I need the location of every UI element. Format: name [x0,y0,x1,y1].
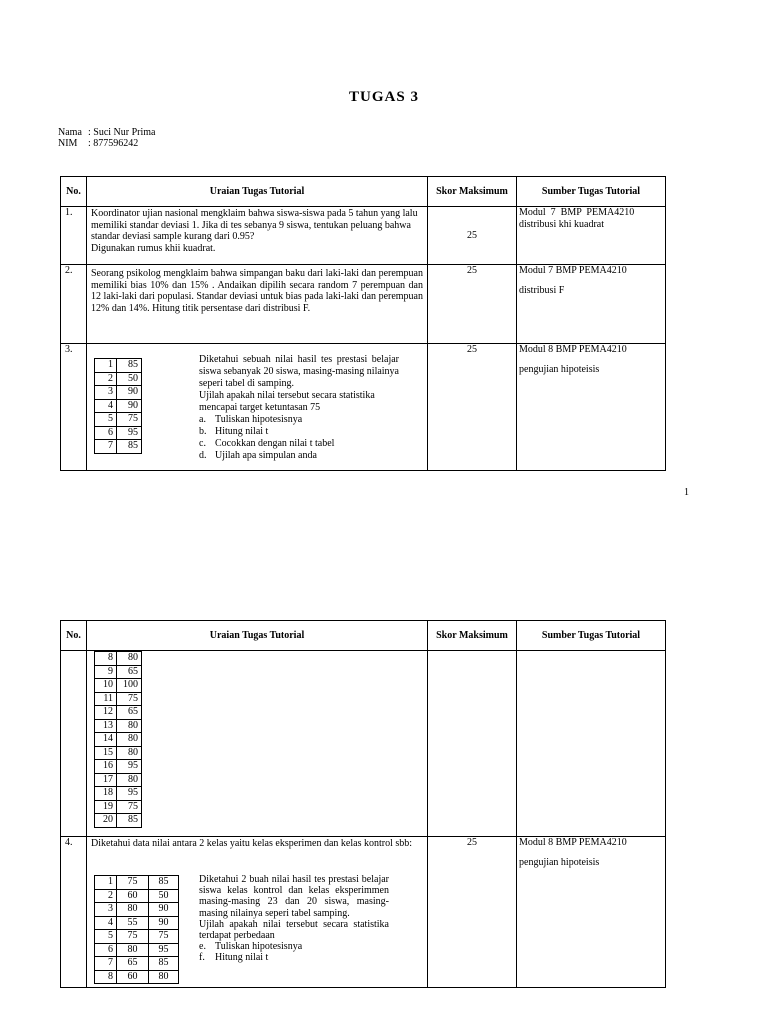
table-cell: 9 [95,665,117,679]
q3-source [517,344,666,471]
table-cell: 80 [117,943,149,957]
table-cell: 75 [117,692,142,706]
page-number: 1 [684,487,689,498]
table-cell: 75 [149,930,179,944]
q4-source [517,837,666,988]
table-cell: 5 [95,930,117,944]
table-header-row [61,621,666,651]
table-cell: 50 [149,889,179,903]
q2-description: Seorang psikolog mengklaim bahwa simpangan baku dari laki-laki dan perempuan memiliki bias 10% dan 15% . Andaikan dipilih secara random 7 perempuan dan 12 laki-laki dari populasi. Standar deviasi untuk bias pada laki-laki dan perempuan 12% dan 14%. Hitung titik persentase dari distribusi F. [87,265,428,344]
table-row [95,426,142,440]
q1-description [87,207,428,265]
table-cell: 65 [117,665,142,679]
list-item: e. Tuliskan hipotesisnya [199,941,303,953]
table-row [95,773,142,787]
q4-description [87,837,428,988]
table-cell: 1 [95,359,117,373]
q3-data-table [94,358,142,454]
table-row [95,733,142,747]
name-value: : Suci Nur Prima [88,127,156,138]
table-row-q3-continued [61,651,666,837]
table-cell: 13 [95,719,117,733]
q4-text2: Ujilah apakah nilai tersebut secara statistika terdapat perbedaan [199,918,389,942]
q2-source-topic: distribusi F [519,284,565,296]
table-cell: 85 [117,814,142,828]
table-row-q1 [61,207,666,265]
q3-text: Diketahui sebuah nilai hasil tes prestasi belajar siswa sebanyak 20 siswa, masing-masing nilainya seperi tabel di samping. [199,354,399,389]
nim-value: : 877596242 [88,138,139,149]
q1-source-module: Modul 7 BMP PEMA4210 [519,207,635,218]
table-row [95,746,142,760]
header-src: Sumber Tugas Tutorial [517,177,666,207]
table-cell: 80 [117,733,142,747]
table-cell: 15 [95,746,117,760]
list-item: a. Tuliskan hipotesisnya [199,414,303,425]
table-row [95,957,179,971]
q4-subtasks [199,941,389,963]
table-cell: 80 [117,719,142,733]
table-cell: 18 [95,787,117,801]
table-cell: 80 [117,746,142,760]
table-row [95,814,142,828]
table-cell: 95 [149,943,179,957]
task-table-page2 [60,620,666,988]
table-row [95,889,179,903]
table-cell: 3 [95,386,117,400]
table-cell: 2 [95,372,117,386]
table-row [95,652,142,666]
q4-score: 25 [428,837,517,988]
task-table-page1 [60,176,666,471]
student-nim-line [58,138,138,149]
table-row-q3 [61,344,666,471]
q1-source-topic: distribusi khi kuadrat [519,218,604,230]
table-cell: 16 [95,760,117,774]
q3-instructions [199,354,399,462]
table-cell: 8 [95,970,117,984]
table-row [95,692,142,706]
table-row [95,399,142,413]
list-item: c. Cocokkan dengan nilai t tabel [199,438,335,449]
table-cell: 11 [95,692,117,706]
table-cell: 100 [117,679,142,693]
table-cell: 90 [117,399,142,413]
student-name-line [58,127,156,138]
table-cell: 90 [149,916,179,930]
q1-text: Koordinator ujian nasional mengklaim bahwa siswa-siswa pada 5 tahun yang lalu memiliki standar deviasi 1. Jika di tes sebanya 9 siswa, tentukan peluang bahwa standar deviasi sample kurang dari 0.95? [91,208,418,242]
table-cell: 6 [95,426,117,440]
table-row-q2 [61,265,666,344]
q4-source-module: Modul 8 BMP PEMA4210 [519,837,627,848]
q1-source [517,207,666,265]
table-row [95,359,142,373]
table-row [95,916,179,930]
table-row [95,903,179,917]
table-cell: 5 [95,413,117,427]
q1-text2: Digunakan rumus khii kuadrat. [91,242,216,254]
table-cell: 20 [95,814,117,828]
list-item: d. Ujilah apa simpulan anda [199,450,317,461]
table-cell: 90 [149,903,179,917]
table-cell: 19 [95,800,117,814]
table-cell: 85 [117,440,142,454]
table-cell: 65 [117,706,142,720]
table-cell: 75 [117,413,142,427]
table-cell: 90 [117,386,142,400]
header-desc: Uraian Tugas Tutorial [87,177,428,207]
table-row [95,440,142,454]
table-cell: 85 [117,359,142,373]
name-label: Nama [58,127,82,138]
table-cell: 8 [95,652,117,666]
table-row [95,413,142,427]
q2-source [517,265,666,344]
table-header-row [61,177,666,207]
table-cell: 75 [117,876,149,890]
table-cell: 4 [95,399,117,413]
q3-score: 25 [428,344,517,471]
table-cell: 95 [117,760,142,774]
table-cell: 80 [117,903,149,917]
table-cell: 85 [149,957,179,971]
q1-score: 25 [428,207,517,265]
table-row [95,386,142,400]
table-row [95,787,142,801]
table-cell: 95 [117,787,142,801]
table-cell: 50 [117,372,142,386]
table-row [95,876,179,890]
header-skor: Skor Maksimum [428,621,517,651]
q3-continued [87,651,428,837]
header-no: No. [61,177,87,207]
q2-source-module: Modul 7 BMP PEMA4210 [519,265,627,276]
table-row [95,719,142,733]
q3-subtasks [199,414,399,462]
header-no: No. [61,621,87,651]
q3-source-module: Modul 8 BMP PEMA4210 [519,344,627,355]
header-desc: Uraian Tugas Tutorial [87,621,428,651]
q3-number: 3. [61,344,87,471]
page-title: TUGAS 3 [349,89,419,105]
table-cell: 7 [95,957,117,971]
table-row [95,930,179,944]
q4-source-topic: pengujian hipoteisis [519,856,600,868]
q2-number: 2. [61,265,87,344]
header-src: Sumber Tugas Tutorial [517,621,666,651]
table-cell: 95 [117,426,142,440]
table-row [95,665,142,679]
table-row [95,706,142,720]
table-cell: 80 [149,970,179,984]
table-cell: 3 [95,903,117,917]
table-cell: 80 [117,652,142,666]
q4-intro: Diketahui data nilai antara 2 kelas yaitu kelas eksperimen dan kelas kontrol sbb: [91,838,413,849]
table-row-q4 [61,837,666,988]
table-row [95,679,142,693]
table-cell: 7 [95,440,117,454]
table-cell: 60 [117,970,149,984]
header-skor: Skor Maksimum [428,177,517,207]
q4-number: 4. [61,837,87,988]
table-cell: 75 [117,800,142,814]
table-cell: 55 [117,916,149,930]
table-row [95,372,142,386]
q1-number: 1. [61,207,87,265]
q3-description [87,344,428,471]
q3-text2: Ujilah apakah nilai tersebut secara statistika mencapai target ketuntasan 75 [199,390,375,413]
table-row [95,943,179,957]
table-cell: 6 [95,943,117,957]
nim-label: NIM [58,138,78,149]
table-cell: 4 [95,916,117,930]
table-cell: 1 [95,876,117,890]
table-cell: 80 [117,773,142,787]
q4-text: Diketahui 2 buah nilai hasil tes prestasi belajar siswa kelas kontrol dan kelas eksperimmen masing-masing 23 dan 20 siswa, masing-masing nilainya seperi tabel samping. [199,874,389,919]
table-cell: 60 [117,889,149,903]
q3-source-topic: pengujian hipoteisis [519,363,600,375]
table-cell: 14 [95,733,117,747]
q4-data-table [94,875,179,984]
table-cell: 75 [117,930,149,944]
table-row [95,970,179,984]
table-cell: 10 [95,679,117,693]
list-item: b. Hitung nilai t [199,426,269,437]
table-row [95,800,142,814]
table-cell: 12 [95,706,117,720]
table-cell: 2 [95,889,117,903]
table-row [95,760,142,774]
q3-data-table-continued [94,651,142,828]
table-cell: 17 [95,773,117,787]
list-item: f. Hitung nilai t [199,952,269,964]
table-cell: 85 [149,876,179,890]
q4-instructions [199,874,389,964]
q2-score: 25 [428,265,517,344]
table-cell: 65 [117,957,149,971]
